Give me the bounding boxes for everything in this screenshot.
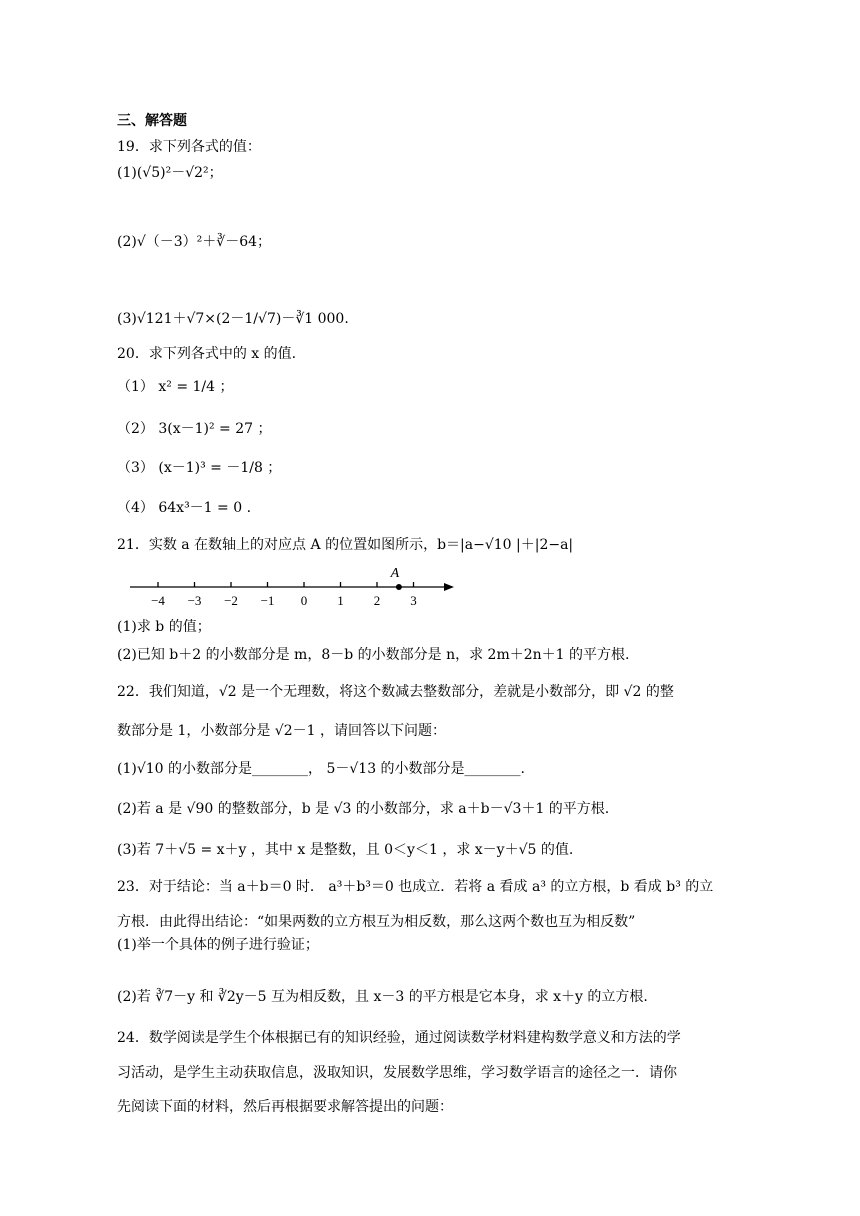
tick-label: −1: [260, 593, 275, 608]
q19-stem: 19．求下列各式的值：: [117, 139, 261, 155]
tick-label: 2: [373, 593, 381, 608]
q20-part4: （4） 64x³－1 = 0 .: [117, 500, 252, 516]
q24-line1: 24．数学阅读是学生个体根据已有的知识经验，通过阅读数学材料建构数学意义和方法的学: [117, 1030, 681, 1046]
q22-part1: (1)√10 的小数部分是________， 5－√13 的小数部分是________.: [117, 761, 526, 777]
q22-stem-line2: 数部分是 1，小数部分是 √2－1 ，请回答以下问题：: [117, 723, 446, 739]
tick-label: −4: [151, 593, 165, 608]
section-title: 三、解答题: [117, 113, 187, 129]
q20-part2: （2） 3(x－1)² = 27 ；: [117, 421, 272, 437]
q24-line2: 习活动，是学生主动获取信息，汲取知识，发展数学思维，学习数学语言的途径之一．请你: [117, 1065, 677, 1081]
tick-label: 3: [410, 593, 417, 608]
tick-label: 1: [337, 593, 344, 608]
point-a-label: A: [390, 566, 400, 581]
q22-part2: (2)若 a 是 √90 的整数部分，b 是 √3 的小数部分，求 a＋b－√3＋1 的平方根.: [117, 801, 610, 817]
q21-stem: 21．实数 a 在数轴上的对应点 A 的位置如图所示，b＝|a−√10 |＋|2−a|: [117, 537, 574, 553]
q21-part1: (1)求 b 的值；: [117, 619, 211, 635]
number-line: [128, 565, 468, 613]
q20-part1: （1） x² = 1/4 ；: [117, 379, 234, 395]
q19-part2: (2)√（－3）²＋∛－64；: [117, 234, 272, 250]
q22-stem-line1: 22．我们知道，√2 是一个无理数，将这个数减去整数部分，差就是小数部分，即 √2 的整: [117, 684, 674, 700]
point-a-dot: [396, 584, 402, 590]
q22-part3: (3)若 7＋√5 = x＋y ，其中 x 是整数，且 0＜y＜1 ，求 x－y＋√5 的值.: [117, 842, 574, 858]
q23-stem-line1: 23．对于结论：当 a＋b＝0 时． a³＋b³＝0 也成立．若将 a 看成 a³ 的立方根，b 看成 b³ 的立: [117, 879, 714, 895]
q23-part1: (1)举一个具体的例子进行验证；: [117, 937, 319, 953]
q24-line3: 先阅读下面的材料，然后再根据要求解答提出的问题：: [117, 1099, 453, 1115]
q21-part2: (2)已知 b＋2 的小数部分是 m，8－b 的小数部分是 n，求 2m＋2n＋1 的平方根.: [117, 647, 630, 663]
number-line-arrow: [444, 583, 454, 591]
q20-part3: （3） (x－1)³ = －1/8 ；: [117, 460, 282, 476]
tick-label: −3: [187, 593, 202, 608]
tick-label: 0: [300, 593, 308, 608]
q19-part1: (1)(√5)²－√2²；: [117, 165, 223, 181]
q19-part3: (3)√121＋√7×(2－1/√7)－∛1 000.: [117, 311, 349, 327]
q20-stem: 20．求下列各式中的 x 的值.: [117, 346, 297, 362]
q23-stem-line2: 方根．由此得出结论：“如果两数的立方根互为相反数，那么这两个数也互为相反数”: [117, 914, 636, 930]
q23-part2: (2)若 ∛7－y 和 ∛2y－5 互为相反数，且 x－3 的平方根是它本身，求 x＋y 的立方根.: [117, 989, 648, 1005]
tick-label: −2: [224, 593, 238, 608]
